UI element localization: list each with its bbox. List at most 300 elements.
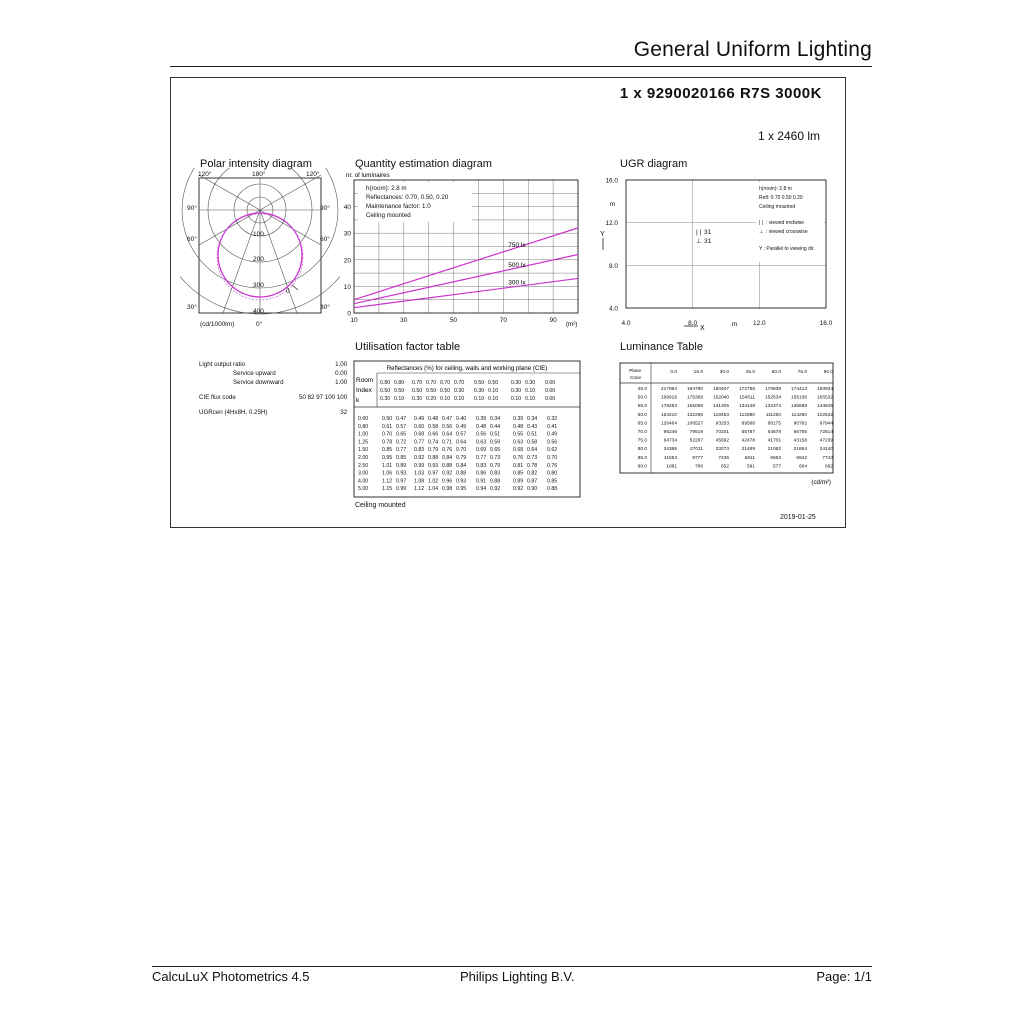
quantity-x-tick: 90 [549, 317, 557, 324]
polar-angle-90-left: 90° [187, 205, 197, 212]
luminance-cell: 199916 [660, 395, 677, 401]
quantity-xlabel: (m²) [566, 321, 578, 328]
spec-label: Service upward [233, 370, 276, 377]
polar-angle-90-right: 90° [320, 205, 330, 212]
luminance-cell: 174413 [790, 387, 807, 392]
utilisation-cell: 0.73 [527, 455, 538, 461]
utilisation-cell: 0.72 [396, 439, 407, 446]
utilisation-refl-cell: 0.80 [394, 380, 405, 386]
utilisation-refl-cell: 0.00 [545, 380, 556, 386]
luminance-cell: 21062 [767, 447, 781, 453]
utilisation-cell: 0.99 [396, 486, 407, 493]
utilisation-cell: 0.34 [490, 416, 501, 422]
utilisation-cell: 1.12 [414, 486, 425, 493]
utilisation-cell: 0.95 [456, 486, 467, 493]
utilisation-refl-cell: 0.50 [488, 380, 499, 386]
luminance-rows [638, 386, 834, 469]
luminance-cone-cell: 60.0 [637, 412, 647, 418]
utilisation-cell: 0.64 [527, 447, 538, 454]
utilisation-index-cell: 5.00 [358, 486, 369, 493]
ugr-chart [598, 168, 833, 333]
utilisation-cell: 0.79 [428, 447, 439, 454]
utilisation-refl-cell: 0.10 [488, 396, 499, 402]
quantity-series-line [354, 254, 578, 303]
utilisation-cell: 0.62 [547, 447, 558, 454]
utilisation-refl-cell: 0.10 [525, 388, 536, 394]
luminance-plane-header: 15.0 [693, 370, 703, 375]
utilisation-refl-cell: 0.10 [488, 388, 499, 394]
spec-value: 1.00 [335, 379, 348, 386]
luminance-cell: 79519 [689, 430, 703, 435]
luminance-cell: 178283 [660, 404, 677, 410]
luminance-cell: 162040 [712, 395, 729, 401]
utilisation-cell: 0.83 [490, 470, 501, 477]
top-rule [170, 66, 872, 67]
ugr-x-tick: 12.0 [753, 320, 766, 327]
luminance-cone-cell: 50.0 [637, 395, 647, 401]
utilisation-cell: 0.74 [428, 439, 439, 446]
ugr-legend-endwise: : viewed endwise [766, 220, 805, 226]
ugr-legend-crosswise-symbol: ⊥ [759, 229, 764, 235]
utilisation-cell: 1.03 [414, 470, 425, 477]
luminance-cell: 132374 [764, 404, 781, 410]
quantity-series-label: 750 lx [508, 242, 526, 250]
utilisation-refl-cell: 0.30 [380, 396, 391, 402]
polar-angle-30-right: 30° [320, 304, 330, 311]
quantity-y-tick: 0 [347, 310, 351, 318]
utilisation-cell: 0.77 [396, 447, 407, 454]
spec-table [199, 360, 347, 417]
ugr-endwise-symbol: | | [696, 229, 702, 236]
utilisation-cell: 0.85 [513, 470, 524, 477]
utilisation-cell: 0.81 [513, 462, 524, 469]
luminance-corner-cone: Cone [630, 375, 641, 380]
luminance-plane-header: 60.0 [771, 370, 781, 375]
ugr-x-axis-label: X [700, 325, 705, 332]
utilisation-cell: 1.04 [428, 486, 439, 493]
luminance-cell: 154511 [739, 395, 755, 401]
utilisation-cell: 0.77 [476, 455, 487, 461]
luminance-plane-header: 30.0 [719, 370, 729, 375]
luminance-cell: 88175 [767, 421, 781, 427]
utilisation-cell: 0.34 [527, 416, 538, 422]
utilisation-cell: 0.32 [547, 416, 558, 422]
utilisation-cell: 0.49 [547, 431, 558, 438]
utilisation-reflectances [380, 380, 555, 402]
quantity-y-tick: 40 [343, 204, 351, 212]
luminance-cell: 47239 [819, 438, 833, 444]
luminance-cone-cell: 75.0 [637, 438, 647, 444]
utilisation-cell: 0.91 [476, 478, 487, 485]
utilisation-cell: 0.39 [513, 416, 524, 422]
luminance-cell: 6942 [796, 455, 807, 461]
utilisation-caption: Reflectances (%) for ceiling, walls and working plane (CIE) [386, 365, 548, 372]
utilisation-cell: 0.59 [490, 439, 501, 446]
footer-software: CalcuLuX Photometrics 4.5 [152, 969, 310, 984]
utilisation-cell: 0.84 [442, 455, 453, 461]
luminance-cell: 41701 [767, 438, 781, 444]
utilisation-cell: 0.73 [490, 455, 501, 461]
utilisation-refl-cell: 0.30 [412, 396, 423, 402]
utilisation-cell: 0.85 [382, 447, 393, 454]
ugr-y-tick: 16.0 [605, 177, 618, 185]
utilisation-cell: 0.70 [456, 447, 467, 454]
luminance-cell: 96246 [663, 430, 677, 435]
quantity-series-label: 300 lx [508, 279, 526, 287]
utilisation-cell: 0.57 [396, 423, 407, 430]
utilisation-cell: 0.87 [527, 478, 538, 485]
luminance-cell: 34365 [663, 447, 677, 453]
footer-company: Philips Lighting B.V. [460, 969, 575, 984]
utilisation-cell: 0.92 [513, 486, 524, 493]
luminance-cone-cell: 45.0 [637, 387, 647, 392]
luminance-cell: 90782 [793, 421, 807, 427]
ugr-x-tick: 8.0 [688, 320, 698, 327]
utilisation-cell: 0.48 [476, 423, 487, 430]
quantity-info-reflectances: Reflectances: 0.70, 0.50, 0.20 [366, 194, 449, 201]
luminance-cell: 23273 [715, 447, 729, 453]
utilisation-cell: 0.64 [456, 439, 467, 446]
luminance-cell: 577 [772, 464, 781, 470]
luminance-corner-plane: Plane [629, 368, 641, 373]
luminance-cell: 165532 [816, 395, 833, 401]
utilisation-cell: 0.66 [428, 431, 439, 438]
ugr-legend-endwise-symbol: | | [759, 220, 763, 226]
luminance-cell: 52287 [689, 438, 703, 444]
luminance-cell: 682 [824, 464, 833, 470]
utilisation-room-label: Room [356, 377, 374, 384]
utilisation-refl-cell: 0.10 [525, 396, 536, 402]
luminance-cell: 6663 [770, 455, 781, 461]
luminance-cell: 66755 [793, 430, 807, 435]
utilisation-index-cell: 1.00 [358, 431, 369, 438]
ugr-crosswise-value: 31 [704, 238, 712, 245]
luminance-cell: 27011 [690, 447, 703, 453]
luminance-cone-cell: 80.0 [637, 447, 647, 453]
utilisation-refl-cell: 0.70 [454, 380, 465, 386]
utilisation-cell: 0.79 [456, 455, 467, 461]
luminance-cell: 21864 [793, 447, 807, 453]
quantity-y-tick: 10 [343, 283, 351, 291]
polar-angle-60-right: 60° [320, 236, 330, 243]
luminance-cell: 135688 [790, 404, 807, 410]
utilisation-refl-cell: 0.70 [440, 380, 451, 386]
luminance-cell: 156136 [790, 395, 807, 401]
luminance-cone-cell: 90.0 [637, 464, 647, 470]
luminance-cell: 89568 [741, 421, 755, 427]
quantity-x-tick: 10 [350, 317, 358, 324]
luminance-plane-header: 90.0 [823, 370, 833, 375]
utilisation-cell: 0.92 [414, 455, 425, 461]
quantity-series-label: 500 lx [508, 261, 526, 269]
utilisation-index-cell: 2.00 [358, 455, 369, 461]
utilisation-refl-cell: 0.10 [394, 396, 405, 402]
polar-ring-label-100: 100 [253, 231, 264, 238]
quantity-series [354, 228, 578, 308]
luminance-cell: 194790 [686, 387, 703, 392]
spec-label: UGRcen (4Hx8H, 0.25H) [199, 409, 268, 416]
utilisation-index-cell: 0.60 [358, 416, 369, 422]
luminance-cell: 154410 [660, 412, 677, 418]
quantity-chart [338, 168, 588, 333]
luminance-cell: 43158 [793, 438, 807, 444]
luminance-plane-header: 0.0 [670, 370, 677, 375]
utilisation-index-cell: 0.80 [358, 423, 369, 430]
quantity-ylabel: nr. of luminaires [346, 172, 390, 179]
luminance-cell: 132296 [686, 412, 703, 418]
utilisation-refl-cell: 0.10 [440, 396, 451, 402]
spec-value: 32 [340, 409, 348, 416]
luminance-cone-cell: 70.0 [637, 430, 647, 435]
luminance-cell: 122542 [816, 412, 833, 418]
quantity-x-tick: 70 [499, 317, 507, 324]
utilisation-cell: 0.86 [476, 470, 487, 477]
luminance-cell: 652 [720, 464, 729, 470]
utilisation-cell: 0.83 [476, 462, 487, 469]
luminance-cell: 119453 [713, 412, 729, 418]
utilisation-cell: 0.51 [527, 431, 538, 438]
utilisation-cell: 0.76 [442, 447, 453, 454]
utilisation-rows [358, 416, 557, 492]
polar-marker-arrow [292, 285, 298, 290]
utilisation-refl-cell: 0.50 [440, 388, 451, 394]
utilisation-cell: 0.47 [442, 416, 453, 422]
quantity-info-height: h(room): 2.8 m [366, 185, 407, 192]
spec-row [199, 369, 347, 378]
ugr-crosswise-symbol: ⊥ [696, 238, 702, 245]
utilisation-cell: 0.85 [547, 478, 558, 485]
utilisation-cell: 0.90 [527, 486, 538, 493]
polar-angle-60-left: 60° [187, 236, 197, 243]
quantity-title: Quantity estimation diagram [355, 158, 492, 170]
utilisation-cell: 1.06 [382, 470, 393, 477]
utilisation-cell: 0.65 [490, 447, 501, 454]
utilisation-index-cell: 3.00 [358, 470, 369, 477]
utilisation-refl-cell: 0.30 [525, 380, 536, 386]
utilisation-refl-cell: 0.10 [454, 396, 465, 402]
utilisation-refl-cell: 0.00 [545, 388, 556, 394]
spec-row [199, 378, 347, 387]
utilisation-cell: 0.83 [414, 447, 425, 454]
utilisation-cell: 0.93 [428, 462, 439, 469]
spec-value: 50 82 97 100 100 [299, 394, 348, 401]
luminance-cell: 134148 [738, 404, 755, 410]
utilisation-refl-cell: 0.50 [394, 388, 405, 394]
utilisation-cell: 0.69 [476, 447, 487, 454]
utilisation-cell: 0.58 [428, 423, 439, 430]
utilisation-table [353, 360, 581, 500]
utilisation-refl-cell: 0.00 [545, 396, 556, 402]
utilisation-index-cell: 1.50 [358, 447, 369, 454]
luminance-plane-header: 75.0 [797, 370, 807, 375]
spec-label: Light output ratio [199, 361, 246, 368]
utilisation-cell: 0.70 [547, 455, 558, 461]
ugr-unit-y: m [610, 201, 616, 208]
ugr-info-height: h(room): 2.8 m [759, 186, 792, 192]
utilisation-refl-cell: 0.50 [412, 388, 423, 394]
ugr-y-tick: 8.0 [608, 262, 618, 270]
ugr-info-refl: Refl: 0.70 0.50 0.20 [759, 195, 803, 201]
product-code: 1 x 9290020166 R7S 3000K [619, 85, 822, 102]
utilisation-cell: 0.99 [414, 462, 425, 469]
utilisation-refl-cell: 0.50 [474, 380, 485, 386]
ugr-unit-x: m [732, 321, 738, 328]
bottom-rule [152, 966, 872, 967]
spec-row [199, 393, 347, 402]
luminance-cell: 217954 [660, 387, 677, 392]
luminance-cell: 144645 [816, 404, 833, 410]
ugr-title: UGR diagram [620, 158, 688, 170]
utilisation-cell: 0.40 [456, 416, 467, 422]
utilisation-cell: 0.56 [547, 439, 558, 446]
utilisation-cell: 0.85 [396, 455, 407, 461]
utilisation-index-label: Index [356, 387, 372, 394]
utilisation-refl-cell: 0.50 [380, 388, 391, 394]
polar-ring-label-200: 200 [253, 256, 264, 263]
document-title: General Uniform Lighting [633, 38, 872, 61]
utilisation-cell: 0.98 [442, 486, 453, 493]
luminance-cell: 65787 [741, 430, 755, 435]
utilisation-refl-cell: 0.30 [454, 388, 465, 394]
utilisation-cell: 0.44 [490, 423, 501, 430]
utilisation-cell: 0.79 [490, 462, 501, 469]
utilisation-refl-cell: 0.30 [511, 388, 522, 394]
polar-diagram [180, 168, 340, 333]
utilisation-cell: 0.78 [527, 462, 538, 469]
luminance-cone-cell: 65.0 [637, 421, 647, 427]
utilisation-cell: 0.48 [513, 423, 524, 430]
spec-label: Service downward [233, 379, 284, 386]
quantity-series-line [354, 278, 578, 307]
luminance-cell: 21489 [741, 447, 755, 453]
utilisation-refl-cell: 0.20 [426, 396, 437, 402]
luminance-header [670, 369, 833, 375]
utilisation-cell: 0.49 [456, 423, 467, 430]
luminance-cell: 8777 [692, 455, 703, 461]
luminance-cell: 786 [694, 464, 703, 470]
utilisation-cell: 0.61 [382, 423, 393, 430]
utilisation-cell: 0.88 [456, 470, 467, 477]
luminance-cell: 64678 [767, 430, 781, 435]
utilisation-cell: 0.97 [428, 470, 439, 477]
luminance-cell: 180407 [712, 387, 729, 392]
lamp-flux: 1 x 2460 lm [757, 129, 820, 143]
utilisation-cell: 0.76 [547, 462, 558, 469]
utilisation-refl-cell: 0.30 [511, 380, 522, 386]
spec-row [199, 408, 347, 417]
utilisation-index-cell: 2.50 [358, 462, 369, 469]
luminance-cell: 170838 [764, 387, 781, 392]
luminance-cell: 64734 [663, 438, 677, 444]
luminance-cell: 7743 [822, 455, 833, 461]
utilisation-cell: 1.08 [414, 478, 425, 485]
utilisation-cell: 0.47 [396, 416, 407, 422]
utilisation-cell: 0.49 [414, 416, 425, 422]
ugr-y-tick: 12.0 [605, 220, 618, 228]
luminance-cone-cell: 85.0 [637, 455, 647, 461]
utilisation-cell: 0.88 [547, 486, 558, 493]
luminance-cell: 176368 [686, 395, 703, 401]
utilisation-cell: 0.70 [382, 431, 393, 438]
utilisation-cell: 0.71 [442, 439, 453, 446]
utilisation-cell: 0.80 [547, 470, 558, 477]
luminance-cell: 152634 [764, 395, 781, 401]
luminance-cell: 24140 [819, 447, 833, 453]
utilisation-cell: 0.77 [414, 439, 425, 446]
luminance-cell: 112880 [739, 412, 755, 418]
luminance-plane-header: 45.0 [745, 370, 755, 375]
luminance-cell: 591 [746, 464, 755, 470]
ugr-x-tick: 16.0 [819, 320, 833, 327]
utilisation-cell: 0.92 [490, 486, 501, 493]
utilisation-cell: 0.78 [382, 439, 393, 446]
utilisation-index-cell: 1.25 [358, 439, 369, 446]
polar-angle-120-left: 120° [198, 171, 212, 178]
luminance-cell: 7436 [718, 455, 729, 461]
utilisation-cell: 0.48 [428, 416, 439, 422]
utilisation-cell: 0.39 [476, 416, 487, 422]
quantity-x-tick: 50 [449, 317, 458, 324]
luminance-cell: 604 [798, 464, 807, 470]
quantity-info-maintenance: Maintenance factor: 1.0 [366, 203, 431, 210]
utilisation-cell: 0.95 [382, 455, 393, 461]
luminance-cell: 93253 [715, 421, 729, 427]
ugr-y-axis-label: Y [600, 231, 605, 238]
utilisation-cell: 0.82 [527, 470, 538, 477]
quantity-y-tick: 30 [343, 230, 351, 238]
utilisation-cell: 0.94 [476, 486, 487, 493]
utilisation-refl-cell: 0.70 [426, 380, 437, 386]
polar-angle-120-right: 120° [306, 171, 320, 178]
utilisation-refl-cell: 0.50 [426, 388, 437, 394]
luminance-cell: 183934 [816, 387, 833, 392]
utilisation-cell: 1.15 [382, 486, 393, 493]
utilisation-cell: 0.93 [396, 470, 407, 477]
utilisation-cell: 0.97 [396, 478, 407, 485]
utilisation-cell: 0.50 [382, 416, 393, 422]
utilisation-index-cell: 4.00 [358, 478, 369, 485]
utilisation-cell: 0.92 [442, 470, 453, 477]
polar-spokes [199, 175, 321, 313]
spec-value: 1.00 [335, 361, 348, 368]
utilisation-cell: 0.84 [456, 462, 467, 469]
utilisation-cell: 0.63 [513, 439, 524, 446]
utilisation-cell: 0.88 [428, 455, 439, 461]
utilisation-cell: 0.64 [442, 431, 453, 438]
ugr-legend-crosswise: : viewed crosswise [766, 229, 808, 235]
luminance-cell: 42478 [741, 438, 755, 444]
luminance-table [619, 362, 835, 488]
utilisation-cell: 0.65 [396, 431, 407, 438]
polar-angle-180: 180° [252, 171, 266, 178]
ugr-info-mounting: Ceiling mounted [759, 204, 796, 210]
quantity-y-tick: 20 [343, 257, 351, 265]
ugr-endwise-value: 31 [704, 229, 712, 236]
luminance-cell: 172756 [738, 387, 755, 392]
quantity-x-tick: 30 [400, 317, 408, 324]
luminance-cell: 70341 [715, 430, 729, 435]
utilisation-cell: 0.56 [476, 431, 487, 438]
luminance-cell: 106527 [686, 421, 703, 427]
utilisation-cell: 0.68 [513, 447, 524, 454]
polar-marker-label: 0 [286, 288, 290, 295]
utilisation-cell: 0.51 [490, 431, 501, 438]
utilisation-cell: 0.93 [456, 478, 467, 485]
polar-unit: (cd/1000lm) [200, 321, 235, 328]
ugr-y-tick: 4.0 [608, 305, 618, 313]
polar-title: Polar intensity diagram [200, 158, 312, 170]
utilisation-refl-cell: 0.80 [380, 380, 391, 386]
